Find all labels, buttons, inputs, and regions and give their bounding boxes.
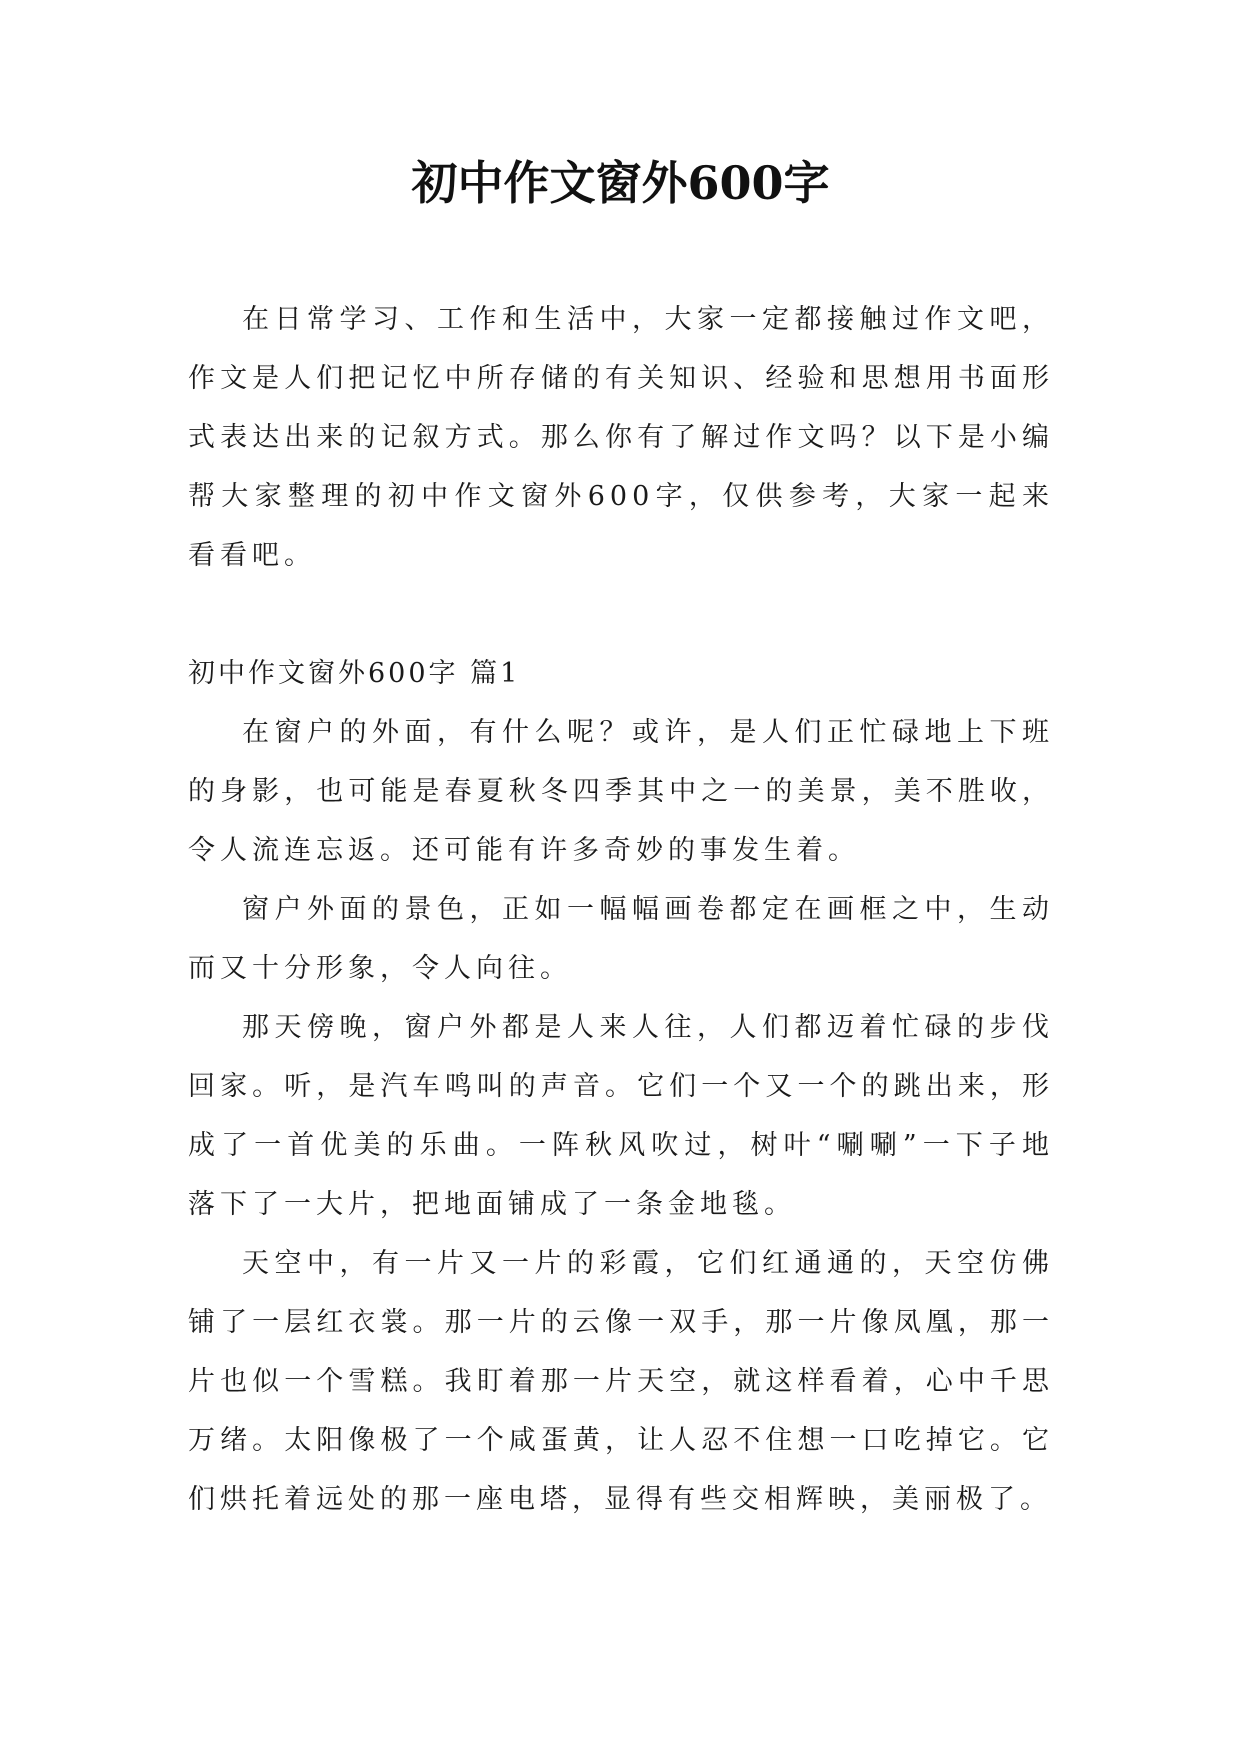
body-paragraph-1: 在窗户的外面，有什么呢？或许，是人们正忙碌地上下班的身影，也可能是春夏秋冬四季其中之一的美景，美不胜收，令人流连忘返。还可能有许多奇妙的事发生着。 (188, 717, 1054, 866)
document-body (188, 290, 1054, 1529)
intro-paragraph: 在日常学习、工作和生活中，大家一定都接触过作文吧，作文是人们把记忆中所存储的有关知识、经验和思想用书面形式表达出来的记叙方式。那么你有了解过作文吗？以下是小编帮大家整理的初中作文窗外600字，仅供参考，大家一起来看看吧。 (188, 304, 1054, 571)
body-paragraph-2: 窗户外面的景色，正如一幅幅画卷都定在画框之中，生动而又十分形象，令人向往。 (188, 894, 1054, 984)
body-paragraph-4: 天空中，有一片又一片的彩霞，它们红通通的，天空仿佛铺了一层红衣裳。那一片的云像一双手，那一片像凤凰，那一片也似一个雪糕。我盯着那一片天空，就这样看着，心中千思万绪。太阳像极了一个咸蛋黄，让人忍不住想一口吃掉它。它们烘托着远处的那一座电塔，显得有些交相辉映，美丽极了。 (188, 1248, 1054, 1515)
document-title: 初中作文窗外600字 (411, 156, 830, 210)
section-heading: 初中作文窗外600字 篇1 (188, 658, 521, 689)
body-paragraph-3: 那天傍晚，窗户外都是人来人往，人们都迈着忙碌的步伐回家。听，是汽车鸣叫的声音。它们一个又一个的跳出来，形成了一首优美的乐曲。一阵秋风吹过，树叶“唰唰”一下子地落下了一大片，把地面铺成了一条金地毯。 (188, 1012, 1054, 1220)
